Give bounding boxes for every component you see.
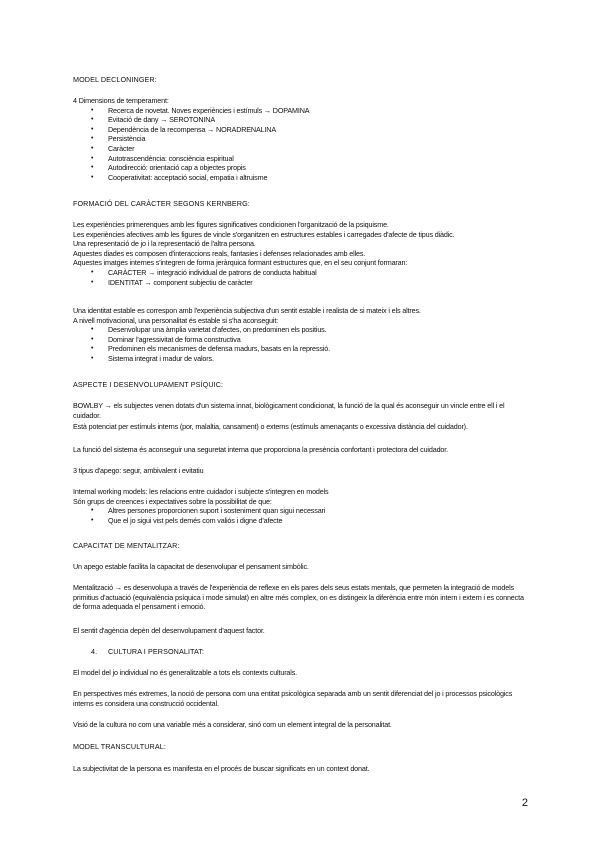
list-item: • Autodirecció: orientació cap a objectes propis [73, 163, 533, 173]
list-item: • Altres persones proporcionen suport i sosteniment quan sigui necessari [73, 506, 533, 516]
list-item: • Dominar l'agressivitat de forma constructiva [73, 335, 533, 345]
list-item: • CARÀCTER → integració individual de patrons de conducta habitual [73, 268, 533, 278]
paragraph: BOWLBY → els subjectes venen dotats d'un sistema innat, biològicament condicionat, la funció de la qual és aconseguir un vincle entre ell i el cuidador. [73, 401, 505, 420]
bullet-list [73, 106, 533, 183]
paragraph: 3 tipus d'apego: segur, ambivalent i evitatiu [73, 466, 204, 475]
bullet-list [73, 268, 533, 287]
list-item: • Desenvolupar una àmplia varietat d'afectes, on predominen els positius. [73, 325, 533, 335]
list-item: • Que el jo sigui vist pels demés com valiós i digne d'afecte [73, 516, 533, 526]
text-line: Aquestes diades es composen d'interaccions reals, fantasies i defenses relacionades amb elles. [73, 248, 366, 258]
list-item: • Caràcter [73, 144, 533, 154]
paragraph: En perspectives més extremes, la noció de persona com una entitat psicològica separada amb un sentit diferenciat del jo i processos psicològics interns es considera una construcció occidental. [73, 689, 513, 708]
paragraph: El sentit d'agència depèn del desenvolupament d'aquest factor. [73, 626, 265, 635]
paragraph [73, 487, 533, 525]
paragraph: Visió de la cultura no com una variable més a considerar, sinó com un element integral de la personalitat. [73, 720, 392, 729]
paragraph: Un apego estable facilita la capacitat de desenvolupar el pensament simbòlic. [73, 562, 309, 571]
paragraph [73, 96, 533, 182]
intro-line: 4 Dimensions de temperament: [73, 96, 169, 105]
text-line: Les experiències afectives amb les figures de vincle s'organitzen en estructures estables i carregades d'afecte de tipus diàdic. [73, 229, 455, 239]
text-line: Les experiències primerenques amb les figures significatives condicionen l'organització de la psiquisme. [73, 220, 389, 229]
paragraph: El model del jo individual no és generalitzable a tots els contexts culturals. [73, 668, 298, 677]
list-item: • Dependència de la recompensa → NORADRENALINA [73, 125, 533, 135]
section-heading-psychic-development: ASPECTE I DESENVOLUPAMENT PSÍQUIC: [73, 380, 224, 389]
list-item: • Cooperativitat: acceptació social, empatia i altruisme [73, 173, 533, 183]
bullet-list [73, 506, 533, 525]
section-title: CULTURA I PERSONALITAT: [108, 647, 205, 656]
paragraph: La funció del sistema és aconseguir una seguretat interna que proporciona la presència confortant i protectora del cuidador. [73, 445, 448, 454]
paragraph [73, 220, 533, 287]
section-number: 4. [91, 647, 98, 656]
section-heading-culture [73, 647, 533, 657]
paragraph: La subjectivitat de la persona es manifesta en el procés de buscar significats en un context donat. [73, 764, 370, 773]
text-line: A nivell motivacional, una personalitat és estable si s'ha aconseguit: [73, 315, 279, 325]
list-item: • IDENTITAT → component subjectiu de caràcter [73, 278, 533, 288]
section-heading-kernberg: FORMACIÓ DEL CARÀCTER SEGONS KERNBERG: [73, 199, 250, 208]
text-line: Són grups de creences i expectatives sobre la possibilitat de que: [73, 496, 272, 506]
bullet-list [73, 325, 533, 363]
paragraph: Mentalització → es desenvolupa a través de l'experiència de reflexe en els pares dels seus estats mentals, que permeten la integració de models primitius d'actuació (equivalència psíquica i mode simulat) en altre més complex, on es distingeix la diferència entre món intern i extern i es connecta de forma adequada el pensament i emoció. [73, 583, 524, 612]
paragraph: Està potenciat per estímuls interns (por, malaltia, cansament) o externs (estímuls amenaçants o excessiva distància del cuidador). [73, 422, 468, 431]
list-item: • Sistema integrat i madur de valors. [73, 354, 533, 364]
list-item: • Recerca de novetat. Noves experiències i estímuls → DOPAMINA [73, 106, 533, 116]
section-heading-transcultural: MODEL TRANSCULTURAL: [73, 742, 166, 751]
list-item: • Predominen els mecanismes de defensa madurs, basats en la repressió. [73, 344, 533, 354]
text-line: Una identitat estable es correspon amb l'experiència subjectiva d'un sentit estable i realista de si mateix i els altres. [73, 306, 421, 315]
text-line: Aquestes imatges internes s'integren de forma jeràrquica formant estructures que, en el seu conjunt formaran: [73, 258, 408, 268]
page-number: 2 [521, 797, 528, 809]
paragraph [73, 306, 533, 364]
list-item: • Autotrascendència: consciència espiritual [73, 154, 533, 164]
list-item: • Evitació de dany → SEROTONINA [73, 115, 533, 125]
text-line: Una representació de jo i la representació de l'altra persona. [73, 239, 256, 249]
text-line: Internal working models: les relacions entre cuidador i subjecte s'integren en models [73, 487, 329, 496]
list-item: • Persistència [73, 134, 533, 144]
section-heading-cloninger: MODEL DECLONINGER: [73, 75, 157, 84]
section-heading-mentalize: CAPACITAT DE MENTALITZAR: [73, 541, 180, 550]
